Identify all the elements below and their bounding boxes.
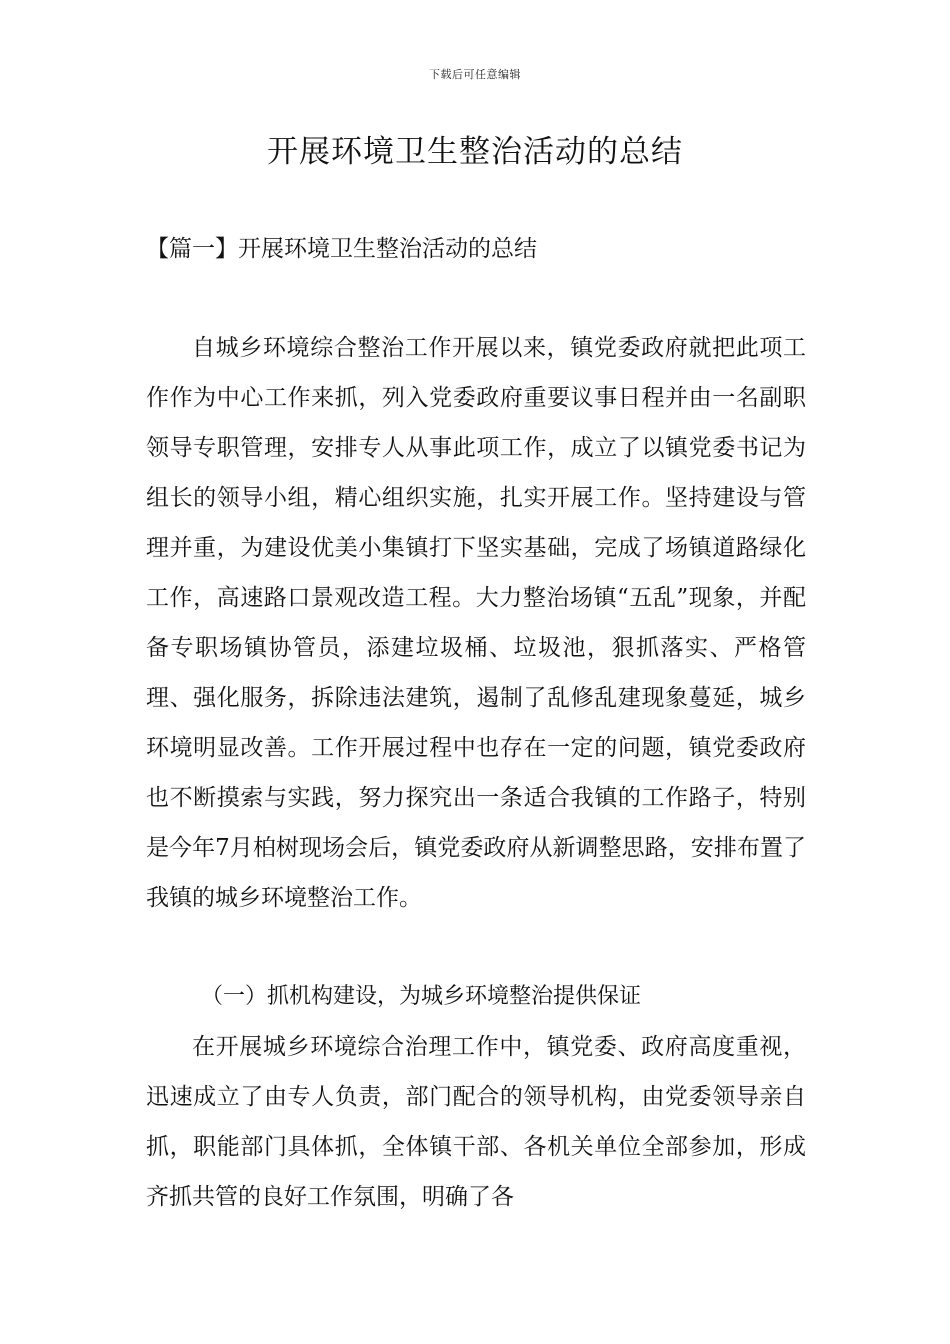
subsection-heading-1: （一）抓机构建设，为城乡环境整治提供保证 — [201, 984, 642, 1009]
page-header-note: 下载后可任意编辑 — [429, 68, 521, 81]
section-heading: 【篇一】开展环境卫生整治活动的总结 — [146, 236, 537, 262]
body-paragraph-2: 在开展城乡环境综合治理工作中，镇党委、政府高度重视，迅速成立了由专人负责，部门配合的领导机构，由党委领导亲自抓，职能部门具体抓，全体镇干部、各机关单位全部参加，形成齐抓共管的良好工作氛围，明确了各 — [146, 1034, 806, 1210]
document-title: 开展环境卫生整治活动的总结 — [267, 134, 683, 170]
body-paragraph-1: 自城乡环境综合整治工作开展以来，镇党委政府就把此项工作作为中心工作来抓，列入党委政府重要议事日程并由一名副职领导专职管理，安排专人从事此项工作，成立了以镇党委书记为组长的领导小组，精心组织实施，扎实开展工作。坚持建设与管理并重，为建设优美小集镇打下坚实基础，完成了场镇道路绿化工作，高速路口景观改造工程。大力整治场镇“五乱”现象，并配备专职场镇协管员，添建垃圾桶、垃圾池，狠抓落实、严格管理、强化服务，拆除违法建筑，遏制了乱修乱建现象蔓延，城乡环境明显改善。工作开展过程中也存在一定的问题，镇党委政府也不断摸索与实践，努力探究出一条适合我镇的工作路子，特别是今年7月柏树现场会后，镇党委政府从新调整思路，安排布置了我镇的城乡环境整治工作。 — [146, 335, 806, 911]
